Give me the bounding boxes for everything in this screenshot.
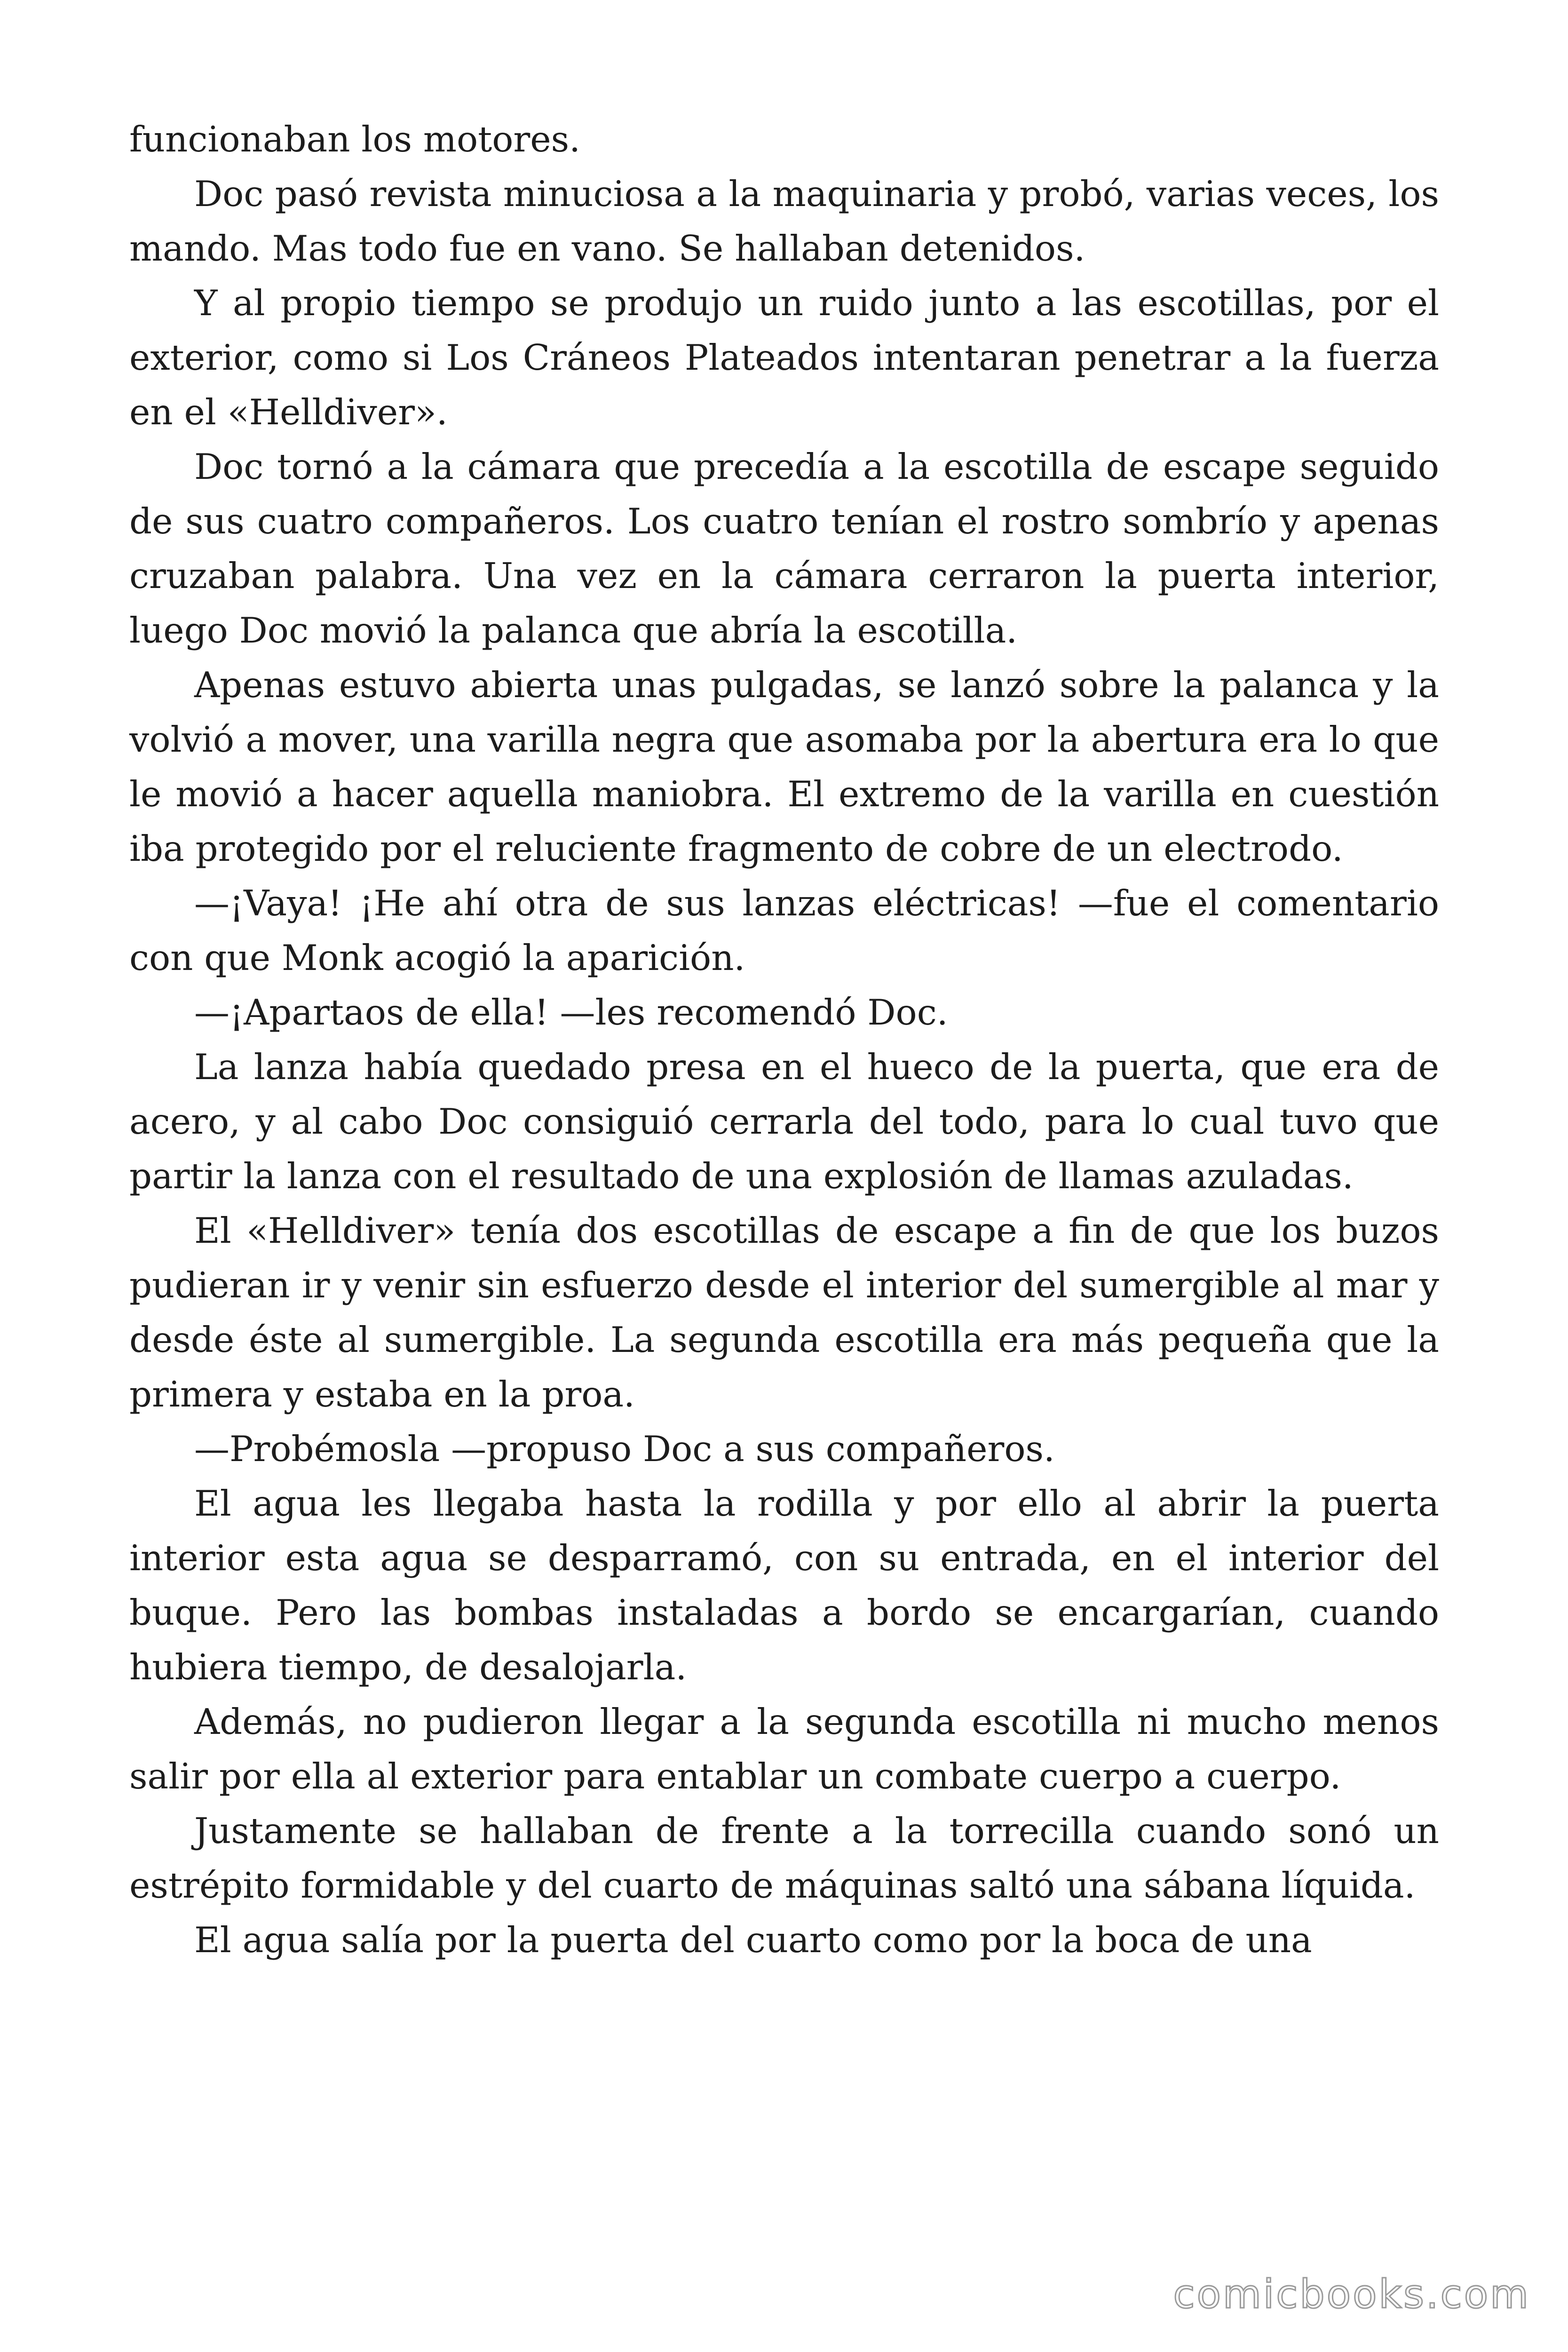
paragraph: El «Helldiver» tenía dos escotillas de escape a fin de que los buzos pudieran ir y venir sin esfuerzo desde el interior del sumergible al mar y desde éste al sumergible. La segunda escotilla era más pequeña que la primera y estaba en la proa. xyxy=(129,1210,1439,1415)
paragraph: El agua salía por la puerta del cuarto como por la boca de una xyxy=(194,1919,1312,1961)
body-text xyxy=(129,112,1439,1967)
paragraph: —¡Apartaos de ella! —les recomendó Doc. xyxy=(194,992,948,1033)
paragraph: El agua les llegaba hasta la rodilla y por ello al abrir la puerta interior esta agua se desparramó, con su entrada, en el interior del buque. Pero las bombas instaladas a bordo se encargarían, cuando hubiera tiempo, de desalojarla. xyxy=(129,1483,1439,1688)
paragraph: Doc pasó revista minuciosa a la maquinaria y probó, varias veces, los mando. Mas todo fue en vano. Se hallaban detenidos. xyxy=(129,173,1439,269)
paragraph: Justamente se hallaban de frente a la torrecilla cuando sonó un estrépito formidable y del cuarto de máquinas saltó una sábana líquida. xyxy=(129,1810,1439,1906)
paragraph: La lanza había quedado presa en el hueco de la puerta, que era de acero, y al cabo Doc consiguió cerrarla del todo, para lo cual tuvo que partir la lanza con el resultado de una explosión de llamas azuladas. xyxy=(129,1046,1439,1197)
paragraph: Doc tornó a la cámara que precedía a la escotilla de escape seguido de sus cuatro compañeros. Los cuatro tenían el rostro sombrío y apenas cruzaban palabra. Una vez en la cámara cerraron la puerta interior, luego Doc movió la palanca que abría la escotilla. xyxy=(129,446,1439,651)
paragraph: funcionaban los motores. xyxy=(129,119,580,160)
paragraph: —Probémosla —propuso Doc a sus compañeros. xyxy=(194,1428,1055,1470)
paragraph: Apenas estuvo abierta unas pulgadas, se lanzó sobre la palanca y la volvió a mover, una varilla negra que asomaba por la abertura era lo que le movió a hacer aquella maniobra. El extremo de la varilla en cuestión iba protegido por el reluciente fragmento de cobre de un electrodo. xyxy=(129,664,1439,869)
watermark: comicbooks.com xyxy=(1173,2271,1530,2317)
paragraph: Además, no pudieron llegar a la segunda escotilla ni mucho menos salir por ella al exterior para entablar un combate cuerpo a cuerpo. xyxy=(129,1701,1439,1797)
paragraph: —¡Vaya! ¡He ahí otra de sus lanzas eléctricas! —fue el comentario con que Monk acogió la aparición. xyxy=(129,882,1439,978)
paragraph: Y al propio tiempo se produjo un ruido junto a las escotillas, por el exterior, como si Los Cráneos Plateados intentaran penetrar a la fuerza en el «Helldiver». xyxy=(129,282,1439,433)
